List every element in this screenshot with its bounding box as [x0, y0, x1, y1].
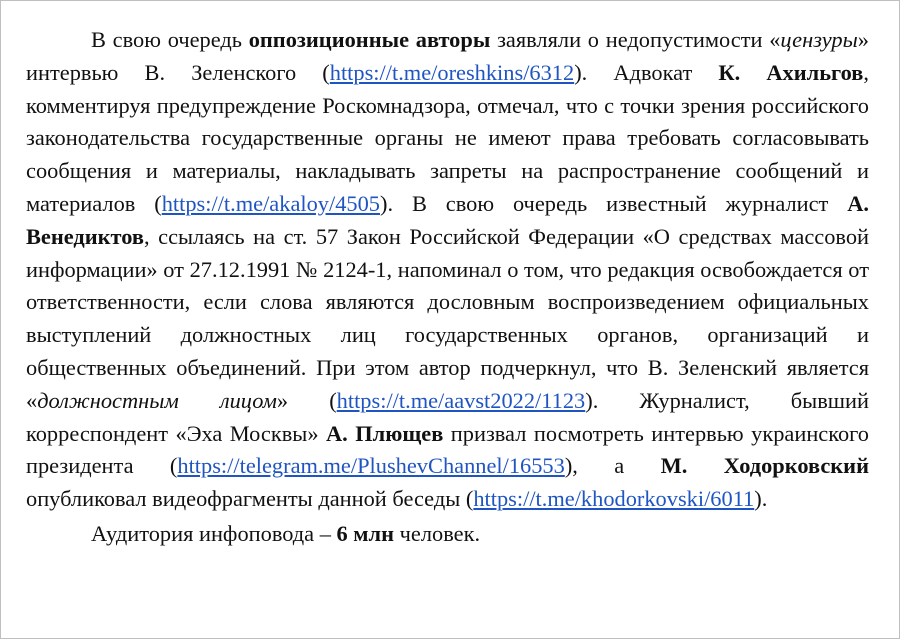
bold-name: А. Плющев: [326, 420, 444, 446]
bold-name: М. Ходорковский: [660, 453, 869, 479]
text-span: ), а: [564, 453, 661, 479]
link-aavst[interactable]: https://t.me/aavst2022/1123: [336, 387, 586, 413]
italic-phrase: должностным лицом: [37, 387, 277, 413]
paragraph-audience: [26, 518, 869, 551]
text-span: ). В свою очередь известный журналист: [380, 190, 848, 216]
document-body: [26, 24, 869, 551]
text-span: человек.: [394, 520, 481, 546]
paragraph-authors-reaction: [26, 24, 869, 516]
link-khodorkovski[interactable]: https://t.me/khodorkovski/6011: [473, 486, 755, 512]
text-span: » интервью В. Зеленского (: [26, 27, 869, 85]
link-oreshkins[interactable]: https://t.me/oreshkins/6312: [329, 59, 575, 85]
text-span: Аудитория инфоповода –: [91, 520, 337, 546]
bold-name: А. Венедиктов: [26, 190, 869, 249]
bold-name: К. Ахильгов: [718, 59, 864, 85]
text-span: » (: [276, 387, 337, 413]
text-span: , комментируя предупреждение Роскомнадзора, отмечал, что с точки зрения российского законодательства государственные органы не имеют права требовать согласовывать сообщения и материалы, накладывать запреты на распространение сообщений и материалов (: [26, 59, 869, 216]
link-plushev[interactable]: https://telegram.me/PlushevChannel/16553: [177, 453, 565, 479]
audience-value: 6 млн: [336, 520, 395, 546]
text-span: заявляли о недопустимости «: [490, 27, 781, 52]
text-span: призвал посмотреть интервью украинского президента (: [26, 420, 870, 479]
text-span: ). Адвокат: [574, 59, 719, 85]
text-span: опубликовал видеофрагменты данной беседы (: [26, 486, 474, 512]
text-span: ).: [754, 486, 768, 512]
text-span: ). Журналист, бывший корреспондент «Эха Москвы»: [26, 387, 869, 446]
bold-phrase: оппозиционные авторы: [248, 27, 491, 52]
text-span: , ссылаясь на ст. 57 Закон Российской Федерации «О средствах массовой информации» от 27.12.1991 № 2124-1, напоминал о том, что редакция освобождается от ответственности, если слова являются дословным воспроизведением официальных выступлений должностных лиц государственных органов, организаций и общественных объединений. При этом автор подчеркнул, что В. Зеленский является «: [26, 223, 869, 413]
link-akaloy[interactable]: https://t.me/akaloy/4505: [161, 190, 380, 216]
italic-phrase: цензуры: [780, 27, 858, 52]
text-span: В свою очередь: [91, 27, 249, 52]
